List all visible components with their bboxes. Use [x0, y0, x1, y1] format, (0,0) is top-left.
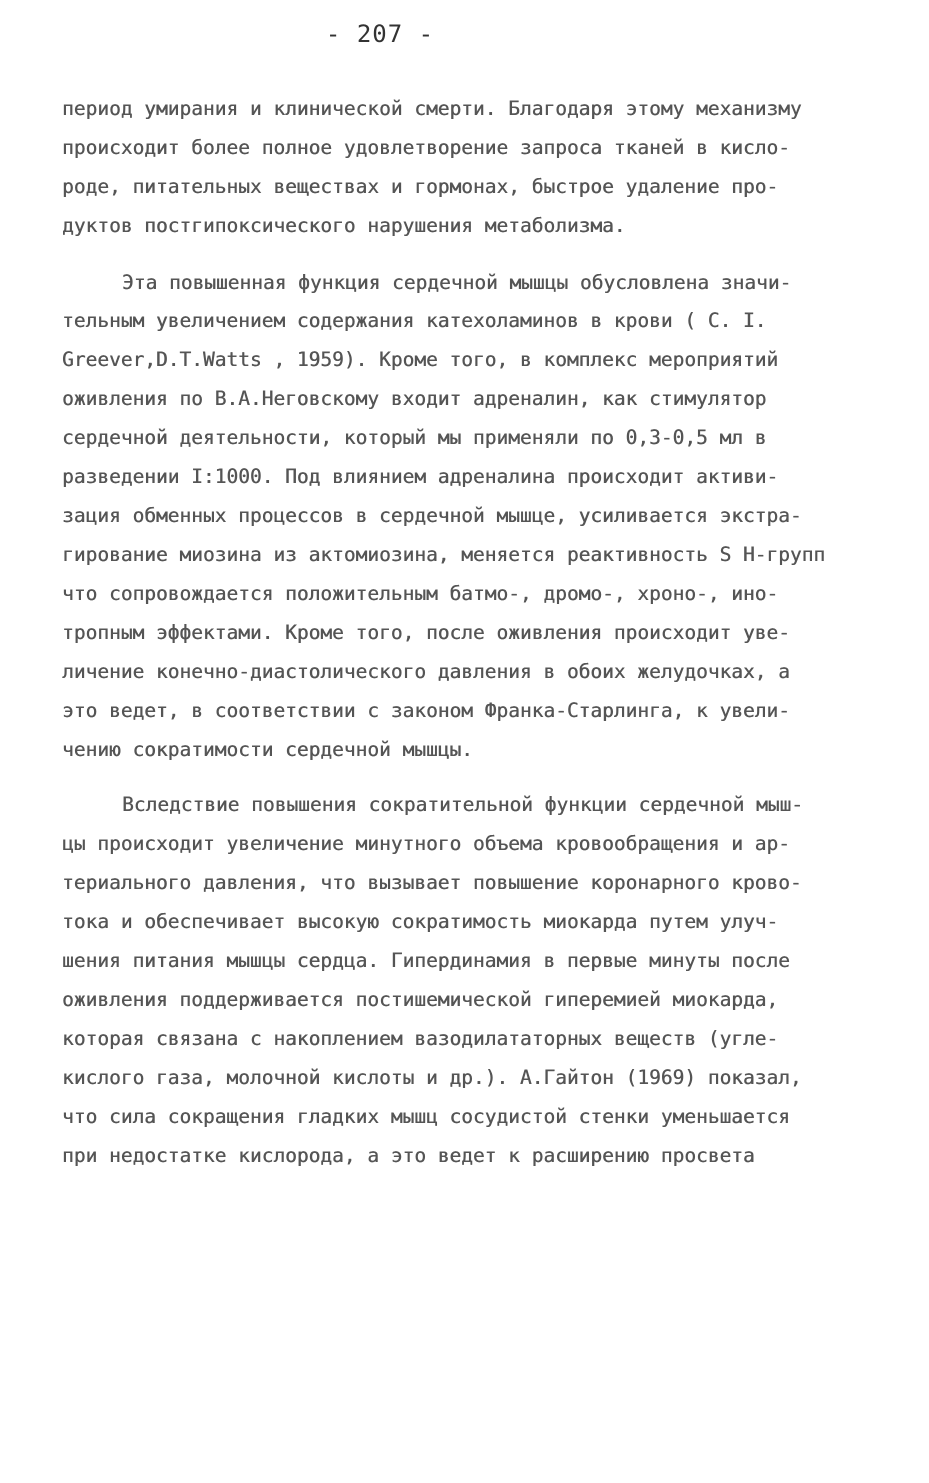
text-line: это ведет, в соответствии с законом Франка-Старлинга, к увели-	[62, 699, 790, 722]
text-line: кислого газа, молочной кислоты и др.). А.Гайтон (1969) показал,	[62, 1066, 802, 1089]
text-line: зация обменных процессов в сердечной мышце, усиливается экстра-	[62, 504, 802, 527]
text-line: цы происходит увеличение минутного объема кровообращения и ар-	[62, 832, 790, 855]
text-line: териального давления, что вызывает повышение коронарного крово-	[62, 871, 802, 894]
text-line: сердечной деятельности, который мы применяли по 0,3-0,5 мл в	[62, 426, 767, 449]
text-line: при недостатке кислорода, а это ведет к расширению просвета	[62, 1144, 755, 1167]
paragraph-start-line: Вследствие повышения сократительной функции сердечной мыш-	[122, 793, 803, 816]
paragraph-start-line: Эта повышенная функция сердечной мышцы обусловлена значи-	[122, 271, 792, 294]
text-line: период умирания и клинической смерти. Благодаря этому механизму	[62, 97, 802, 120]
page-number: - 207 -	[325, 20, 435, 48]
text-line: гирование миозина из актомиозина, меняется реактивность S H-групп	[62, 543, 826, 566]
text-line: дуктов постгипоксического нарушения метаболизма.	[62, 214, 626, 237]
text-line: оживления по В.А.Неговскому входит адреналин, как стимулятор	[62, 387, 767, 410]
text-line: оживления поддерживается постишемической гиперемией миокарда,	[62, 988, 779, 1011]
text-line: что сопровождается положительным батмо-, дромо-, хроно-, ино-	[62, 582, 779, 605]
text-line: происходит более полное удовлетворение запроса тканей в кисло-	[62, 136, 790, 159]
text-line: разведении I:1000. Под влиянием адреналина происходит активи-	[62, 465, 779, 488]
text-line: тельным увеличением содержания катехоламинов в крови ( C. I.	[62, 309, 767, 332]
text-line: которая связана с накоплением вазодилататорных веществ (угле-	[62, 1027, 779, 1050]
text-line: тока и обеспечивает высокую сократимость миокарда путем улуч-	[62, 910, 779, 933]
text-line: роде, питательных веществах и гормонах, быстрое удаление про-	[62, 175, 779, 198]
text-line: Greever,D.T.Watts , 1959). Кроме того, в комплекс мероприятий	[62, 348, 779, 371]
text-line: личение конечно-диастолического давления в обоих желудочках, а	[62, 660, 790, 683]
text-line: шения питания мышцы сердца. Гипердинамия в первые минуты после	[62, 949, 790, 972]
text-line: тропным эффектами. Кроме того, после оживления происходит уве-	[62, 621, 790, 644]
text-line: что сила сокращения гладких мышц сосудистой стенки уменьшается	[62, 1105, 790, 1128]
text-line: чению сократимости сердечной мышцы.	[62, 738, 473, 761]
